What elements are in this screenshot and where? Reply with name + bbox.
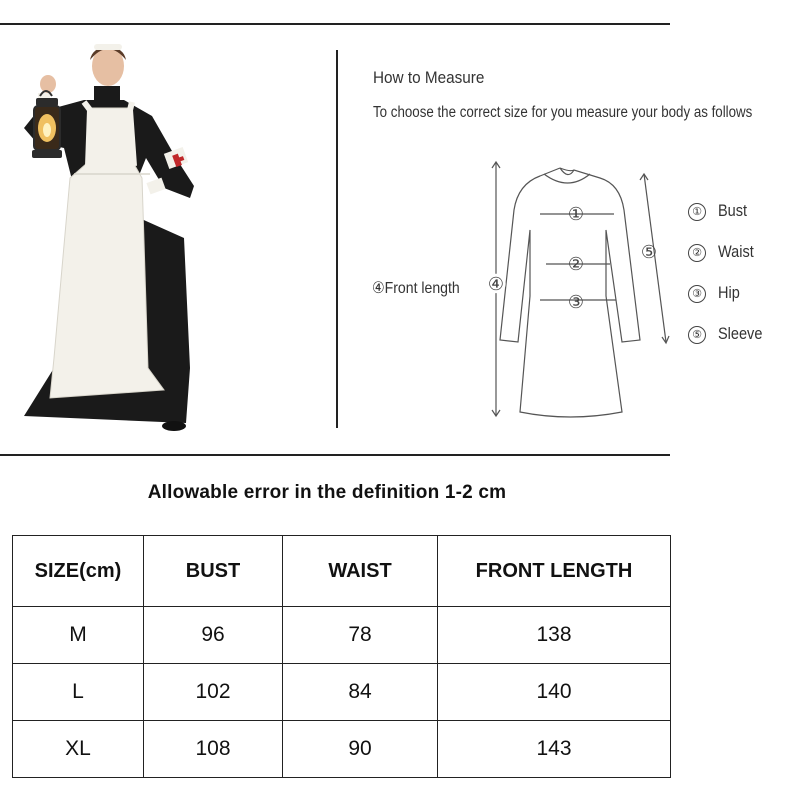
header-waist: WAIST — [283, 536, 438, 607]
diagram-marker-bust: ① — [567, 204, 585, 225]
cell-size: XL — [13, 721, 144, 778]
legend-item-hip — [688, 284, 743, 303]
cell-size: L — [13, 664, 144, 721]
front-length-label: ④Front length — [372, 280, 460, 297]
header-front-length: FRONT LENGTH — [438, 536, 671, 607]
table-header-row — [13, 536, 671, 607]
legend-number: ② — [688, 244, 706, 262]
legend-item-bust — [688, 202, 751, 221]
diagram-marker-front-length: ④ — [487, 274, 505, 295]
cell-waist: 78 — [283, 607, 438, 664]
allowable-error-note: Allowable error in the definition 1-2 cm — [147, 482, 507, 503]
header-bust: BUST — [144, 536, 283, 607]
cell-front-length: 143 — [438, 721, 671, 778]
legend-number: ① — [688, 203, 706, 221]
vertical-divider — [336, 50, 338, 428]
legend-label: Waist — [718, 243, 754, 261]
legend-label: Sleeve — [718, 325, 763, 343]
how-to-measure-subtitle: To choose the correct size for you measure your body as follows — [373, 104, 753, 121]
diagram-marker-waist: ② — [567, 254, 585, 275]
cell-front-length: 138 — [438, 607, 671, 664]
table-row — [13, 664, 671, 721]
table-row — [13, 721, 671, 778]
cell-bust: 102 — [144, 664, 283, 721]
diagram-marker-hip: ③ — [567, 292, 585, 313]
legend-number: ⑤ — [688, 326, 706, 344]
cell-bust: 96 — [144, 607, 283, 664]
header-size: SIZE(cm) — [13, 536, 144, 607]
cell-waist: 90 — [283, 721, 438, 778]
legend-item-waist — [688, 243, 759, 262]
legend-label: Hip — [718, 284, 740, 302]
lantern-icon — [32, 91, 62, 158]
table-row — [13, 607, 671, 664]
how-to-measure-title: How to Measure — [373, 68, 485, 87]
cell-front-length: 140 — [438, 664, 671, 721]
legend-item-sleeve — [688, 325, 768, 344]
cell-bust: 108 — [144, 721, 283, 778]
legend-label: Bust — [718, 202, 748, 220]
diagram-marker-sleeve: ⑤ — [640, 242, 658, 263]
model-photo — [14, 38, 214, 438]
legend-number: ③ — [688, 285, 706, 303]
middle-divider — [0, 454, 670, 456]
size-chart-table — [12, 535, 671, 778]
cell-waist: 84 — [283, 664, 438, 721]
top-divider — [0, 23, 670, 25]
cell-size: M — [13, 607, 144, 664]
